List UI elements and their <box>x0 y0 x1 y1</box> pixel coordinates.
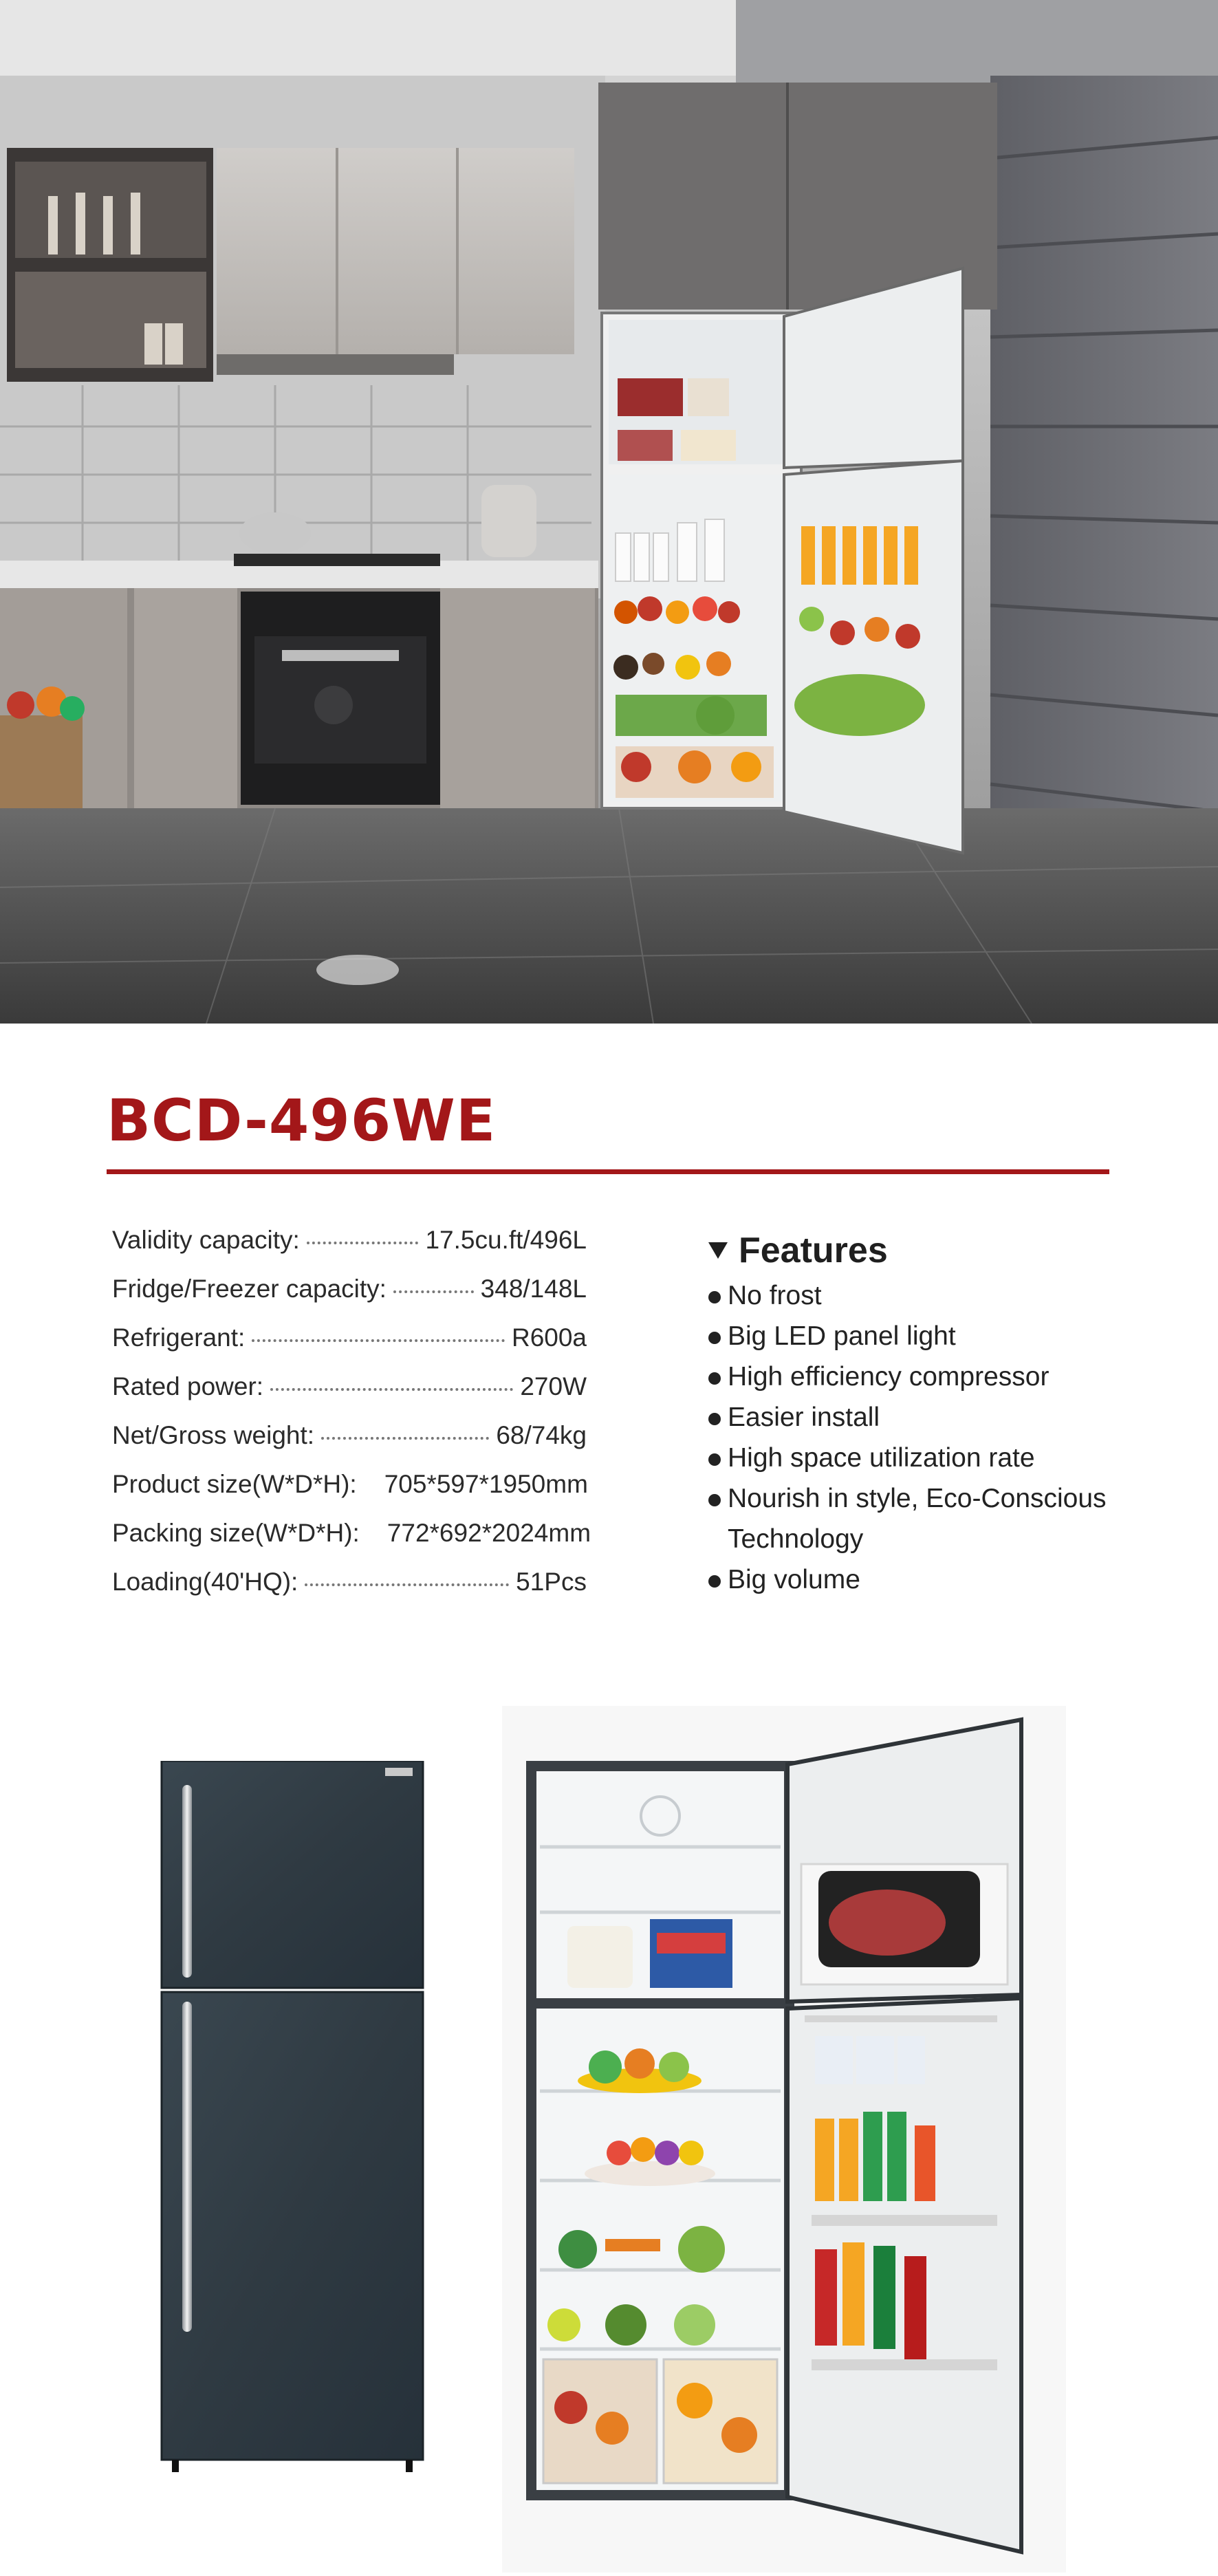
spec-row <box>112 1470 587 1519</box>
dot-leader <box>364 1486 378 1489</box>
spec-value: R600a <box>511 1323 587 1352</box>
feature-item: High efficiency compressor <box>708 1356 1190 1397</box>
spec-row <box>112 1372 587 1421</box>
dot-leader <box>367 1535 380 1537</box>
fridge-closed-image <box>158 1761 426 2480</box>
spec-label: Validity capacity: <box>112 1226 300 1254</box>
spec-row <box>112 1421 587 1470</box>
spec-label: Product size(W*D*H): <box>112 1470 357 1498</box>
spec-label: Packing size(W*D*H): <box>112 1519 360 1547</box>
dot-leader <box>252 1336 505 1342</box>
title-divider <box>107 1169 1109 1174</box>
hero-kitchen-image <box>0 0 1218 1024</box>
spec-value: 17.5cu.ft/496L <box>425 1226 587 1254</box>
feature-item: High space utilization rate <box>708 1438 1190 1478</box>
spec-table <box>112 1226 591 1616</box>
spec-label: Rated power: <box>112 1372 264 1400</box>
dot-leader <box>307 1239 419 1244</box>
fridge-open-image <box>502 1706 1066 2576</box>
spec-label: Net/Gross weight: <box>112 1421 315 1449</box>
feature-item: Nourish in style, Eco-Conscious Technology <box>708 1478 1190 1559</box>
feature-item: No frost <box>708 1275 1190 1316</box>
dot-leader <box>270 1385 513 1391</box>
spec-value: 68/74kg <box>496 1421 587 1449</box>
features-heading <box>708 1226 1190 1275</box>
spec-value: 51Pcs <box>516 1568 587 1596</box>
spec-value: 348/148L <box>480 1275 587 1303</box>
feature-list <box>708 1275 1190 1600</box>
spec-row <box>112 1275 587 1323</box>
feature-item: Big LED panel light <box>708 1316 1190 1356</box>
feature-item: Easier install <box>708 1397 1190 1438</box>
spec-value: 772*692*2024mm <box>387 1519 591 1547</box>
spec-value: 270W <box>520 1372 587 1400</box>
features-panel <box>708 1226 1190 1600</box>
feature-item: Big volume <box>708 1559 1190 1600</box>
features-heading-text: Features <box>739 1231 888 1270</box>
dot-leader <box>305 1581 509 1586</box>
spec-label: Refrigerant: <box>112 1323 246 1352</box>
spec-row <box>112 1226 587 1275</box>
spec-label: Fridge/Freezer capacity: <box>112 1275 387 1303</box>
triangle-down-icon <box>708 1242 728 1259</box>
spec-row <box>112 1323 587 1372</box>
dot-leader <box>321 1434 489 1440</box>
dot-leader <box>393 1288 474 1293</box>
spec-row <box>112 1519 591 1568</box>
spec-label: Loading(40'HQ): <box>112 1568 298 1596</box>
spec-value: 705*597*1950mm <box>384 1470 588 1498</box>
spec-row <box>112 1568 587 1616</box>
model-title: BCD-496WE <box>107 1087 497 1154</box>
